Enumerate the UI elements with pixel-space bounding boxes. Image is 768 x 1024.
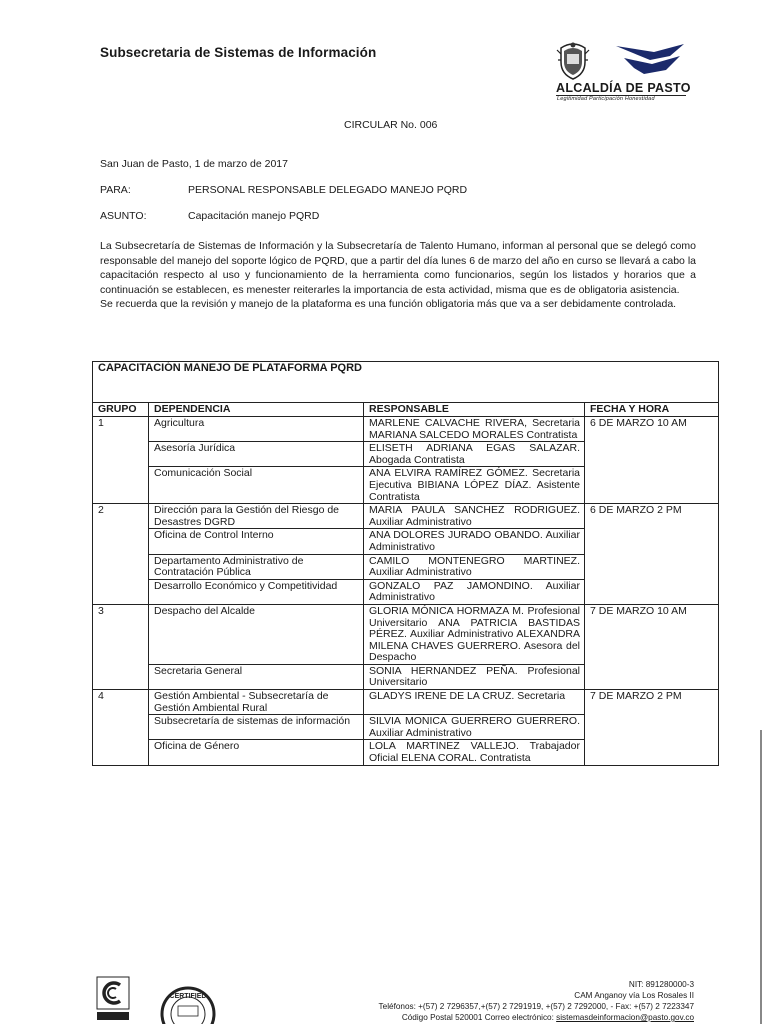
asunto-label: ASUNTO: xyxy=(100,210,147,222)
certified-seal-icon xyxy=(160,984,216,1024)
footer-phones: Teléfonos: +(57) 2 7296357,+(57) 2 7291919, +(57) 2 7292000, - Fax: +(57) 2 7223347 xyxy=(378,1002,694,1011)
dependencia-cell: Secretaria General xyxy=(149,664,364,689)
responsable-cell: GLORIA MÓNICA HORMAZA M. Profesional Universitario ANA PATRICIA BASTIDAS PÉREZ. Auxiliar Administrativo ALEXANDRA MILENA CHAVES GUERRERO. Asesora del Despacho xyxy=(364,604,585,664)
dependencia-cell: Oficina de Género xyxy=(149,740,364,765)
asunto-value: Capacitación manejo PQRD xyxy=(188,210,320,222)
scan-edge xyxy=(760,730,762,1024)
fecha-cell: 6 DE MARZO 10 AM xyxy=(585,417,719,504)
logo-name: ALCALDÍA DE PASTO xyxy=(556,81,691,95)
footer-nit: NIT: 891280000-3 xyxy=(628,980,694,989)
responsable-cell: LOLA MARTINEZ VALLEJO. Trabajador Oficial ELENA CORAL. Contratista xyxy=(364,740,585,765)
responsable-cell: CAMILO MONTENEGRO MARTINEZ. Auxiliar Administrativo xyxy=(364,554,585,579)
responsable-cell: SILVIA MONICA GUERRERO GUERRERO. Auxiliar Administrativo xyxy=(364,715,585,740)
group-number: 1 xyxy=(93,417,149,504)
footer-email-link[interactable]: sistemasdeinformacion@pasto.gov.co xyxy=(556,1013,694,1022)
fecha-cell: 7 DE MARZO 10 AM xyxy=(585,604,719,689)
para-value: PERSONAL RESPONSABLE DELEGADO MANEJO PQRD xyxy=(188,184,468,196)
certified-label: CERTIFIED xyxy=(169,993,207,1000)
table-row xyxy=(93,417,719,442)
dependencia-cell: Asesoría Jurídica xyxy=(149,442,364,467)
date-line: San Juan de Pasto, 1 de marzo de 2017 xyxy=(100,158,288,170)
training-schedule-table xyxy=(92,361,719,766)
table-row xyxy=(93,604,719,664)
para-label: PARA: xyxy=(100,184,131,196)
icontec-logo-icon xyxy=(96,976,130,1020)
dependencia-cell: Departamento Administrativo de Contratación Pública xyxy=(149,554,364,579)
footer-postal xyxy=(402,1013,694,1022)
dependencia-cell: Despacho del Alcalde xyxy=(149,604,364,664)
body-paragraph-2: Se recuerda que la revisión y manejo de la plataforma es una función obligatoria más que va a ser debidamente controlada. xyxy=(100,298,677,311)
dependencia-cell: Oficina de Control Interno xyxy=(149,529,364,554)
dependencia-cell: Comunicación Social xyxy=(149,467,364,504)
responsable-cell: ELISETH ADRIANA EGAS SALAZAR. Abogada Contratista xyxy=(364,442,585,467)
dependencia-cell: Gestión Ambiental - Subsecretaría de Gestión Ambiental Rural xyxy=(149,690,364,715)
logo-slogan: Legitimidad Participación Honestidad xyxy=(557,96,655,102)
header-title: Subsecretaria de Sistemas de Información xyxy=(100,45,377,60)
fecha-cell: 6 DE MARZO 2 PM xyxy=(585,504,719,605)
footer-postal-text: Código Postal 520001 Correo electrónico: xyxy=(401,1013,557,1022)
table-caption: CAPACITACIÓN MANEJO DE PLATAFORMA PQRD xyxy=(93,362,719,403)
responsable-cell: ANA ELVIRA RAMÍREZ GÓMEZ. Secretaria Ejecutiva BIBIANA LÓPEZ DÍAZ. Asistente Contratista xyxy=(364,467,585,504)
fecha-cell: 7 DE MARZO 2 PM xyxy=(585,690,719,766)
circular-number: CIRCULAR No. 006 xyxy=(344,119,438,131)
coat-of-arms-icon xyxy=(555,40,591,80)
alcaldia-bird-logo-icon xyxy=(614,42,686,78)
responsable-cell: GONZALO PAZ JAMONDINO. Auxiliar Administrativo xyxy=(364,579,585,604)
header-grupo: GRUPO xyxy=(93,403,149,417)
header-dependencia: DEPENDENCIA xyxy=(149,403,364,417)
responsable-cell: ANA DOLORES JURADO OBANDO. Auxiliar Administrativo xyxy=(364,529,585,554)
responsable-cell: MARIA PAULA SANCHEZ RODRIGUEZ. Auxiliar Administrativo xyxy=(364,504,585,529)
header-fecha: FECHA Y HORA xyxy=(585,403,719,417)
table-row xyxy=(93,690,719,715)
table-row xyxy=(93,504,719,529)
dependencia-cell: Subsecretaría de sistemas de información xyxy=(149,715,364,740)
group-number: 3 xyxy=(93,604,149,689)
dependencia-cell: Desarrollo Económico y Competitividad xyxy=(149,579,364,604)
dependencia-cell: Dirección para la Gestión del Riesgo de Desastres DGRD xyxy=(149,504,364,529)
group-number: 4 xyxy=(93,690,149,766)
responsable-cell: GLADYS IRENE DE LA CRUZ. Secretaria xyxy=(364,690,585,715)
header-responsable: RESPONSABLE xyxy=(364,403,585,417)
footer-address: CAM Anganoy vía Los Rosales II xyxy=(574,991,694,1000)
responsable-cell: SONIA HERNANDEZ PEÑA. Profesional Universitario xyxy=(364,664,585,689)
body-paragraph-1: La Subsecretaría de Sistemas de Información y la Subsecretaría de Talento Humano, informan al personal que se delegó como responsable del manejo del soporte lógico de PQRD, que a partir del día lunes 6 de marzo del año en curso se llevará a cabo la capacitación respecto al uso y funcionamiento de la herramienta como funcionarios, según los listados y horarios que a continuación se establecen, es menester reiterarles la importancia de esta actividad, misma que es de obligatoria asistencia. xyxy=(100,240,696,296)
dependencia-cell: Agricultura xyxy=(149,417,364,442)
responsable-cell: MARLENE CALVACHE RIVERA, Secretaria MARIANA SALCEDO MORALES Contratista xyxy=(364,417,585,442)
group-number: 2 xyxy=(93,504,149,605)
body-text xyxy=(100,239,696,312)
